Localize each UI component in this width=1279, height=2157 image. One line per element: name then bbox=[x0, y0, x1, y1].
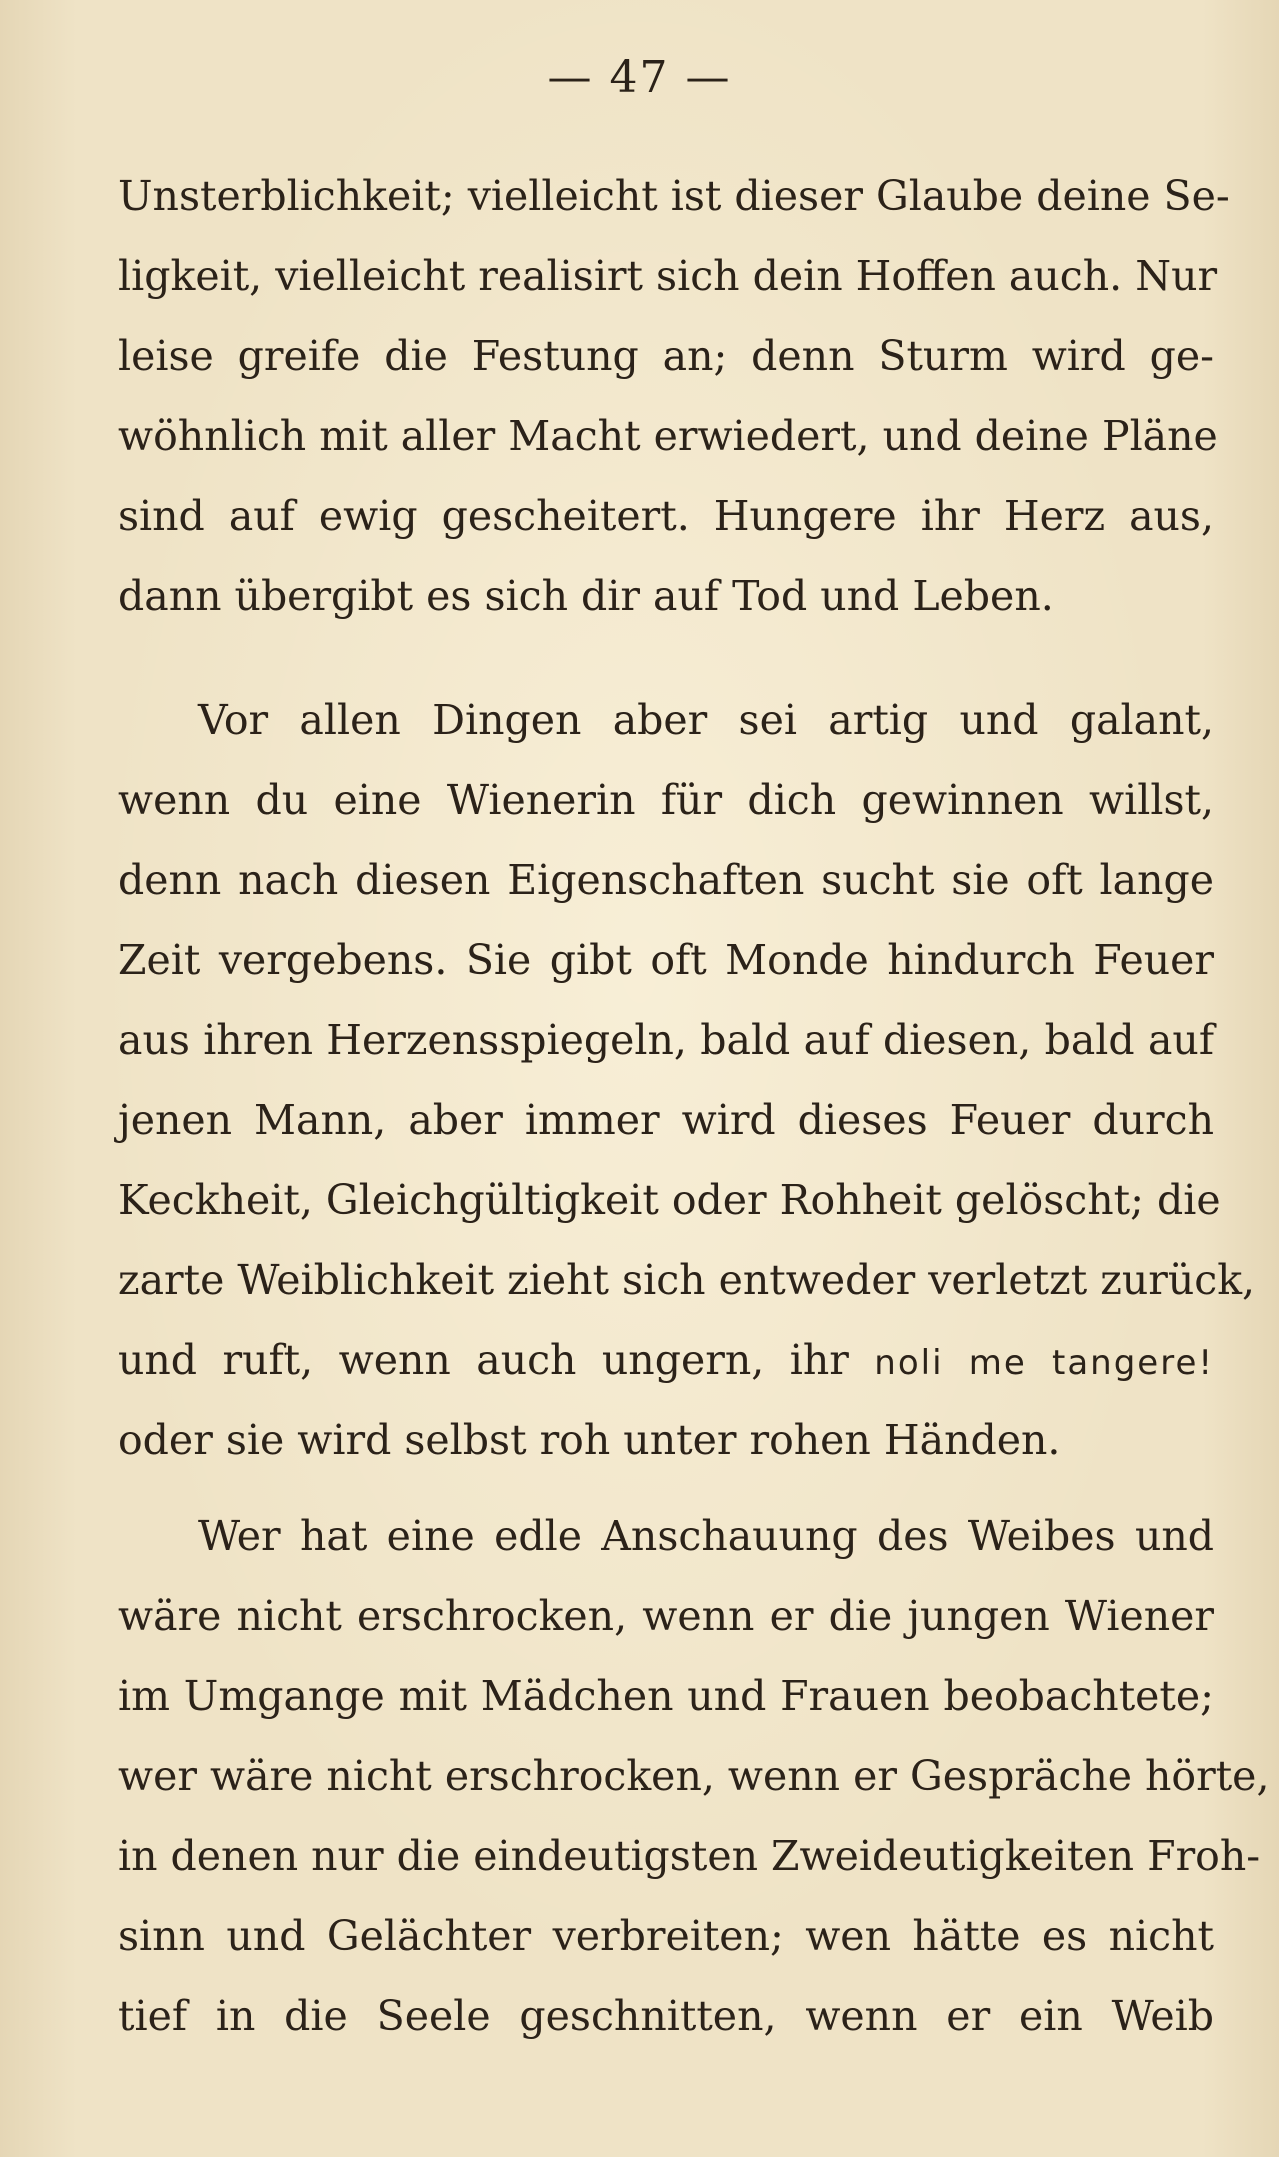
text-line: zarte Weiblichkeit zieht sich entweder verletzt zurück, bbox=[118, 1256, 1256, 1304]
text-line: wöhnlich mit aller Macht erwiedert, und deine Pläne bbox=[118, 412, 1218, 460]
text-line: dann übergibt es sich dir auf Tod und Leben. bbox=[118, 572, 1054, 620]
text-line: in denen nur die eindeutigsten Zweideutigkeiten Froh- bbox=[118, 1832, 1261, 1880]
text-line: sind auf ewig gescheitert. Hungere ihr Herz aus, bbox=[118, 492, 1214, 540]
text-line: wer wäre nicht erschrocken, wenn er Gespräche hörte, bbox=[118, 1752, 1270, 1800]
text-line: Unsterblichkeit; vielleicht ist dieser Glaube deine Se- bbox=[118, 172, 1230, 220]
text-line-mixed bbox=[118, 1320, 1214, 1400]
text-line: tief in die Seele geschnitten, wenn er ein Weib bbox=[118, 1992, 1214, 2040]
paragraph-1 bbox=[118, 156, 1230, 636]
text-line: Zeit vergebens. Sie gibt oft Monde hindurch Feuer bbox=[118, 936, 1214, 984]
paragraph-3 bbox=[118, 1496, 1270, 2056]
text-line: wäre nicht erschrocken, wenn er die jungen Wiener bbox=[118, 1592, 1214, 1640]
text-line: leise greife die Festung an; denn Sturm wird ge- bbox=[118, 332, 1214, 380]
text-line: ligkeit, vielleicht realisirt sich dein Hoffen auch. Nur bbox=[118, 252, 1218, 300]
text-fragment: und ruft, wenn auch ungern, ihr bbox=[118, 1336, 849, 1384]
latin-phrase: noli me tangere! bbox=[874, 1343, 1214, 1383]
paragraph-2 bbox=[118, 680, 1256, 1480]
text-line: Keckheit, Gleichgültigkeit oder Rohheit gelöscht; die bbox=[118, 1176, 1221, 1224]
text-line: jenen Mann, aber immer wird dieses Feuer durch bbox=[118, 1096, 1214, 1144]
text-line: aus ihren Herzensspiegeln, bald auf diesen, bald auf bbox=[118, 1016, 1214, 1064]
text-line: Wer hat eine edle Anschauung des Weibes und bbox=[198, 1512, 1214, 1560]
text-line: wenn du eine Wienerin für dich gewinnen willst, bbox=[118, 776, 1214, 824]
page-number: — 47 — bbox=[547, 52, 732, 103]
text-line: oder sie wird selbst roh unter rohen Händen. bbox=[118, 1416, 1061, 1464]
text-line: sinn und Gelächter verbreiten; wen hätte es nicht bbox=[118, 1912, 1214, 1960]
text-line: Vor allen Dingen aber sei artig und galant, bbox=[198, 696, 1214, 744]
text-line: im Umgange mit Mädchen und Frauen beobachtete; bbox=[118, 1672, 1214, 1720]
text-line: denn nach diesen Eigenschaften sucht sie oft lange bbox=[118, 856, 1214, 904]
